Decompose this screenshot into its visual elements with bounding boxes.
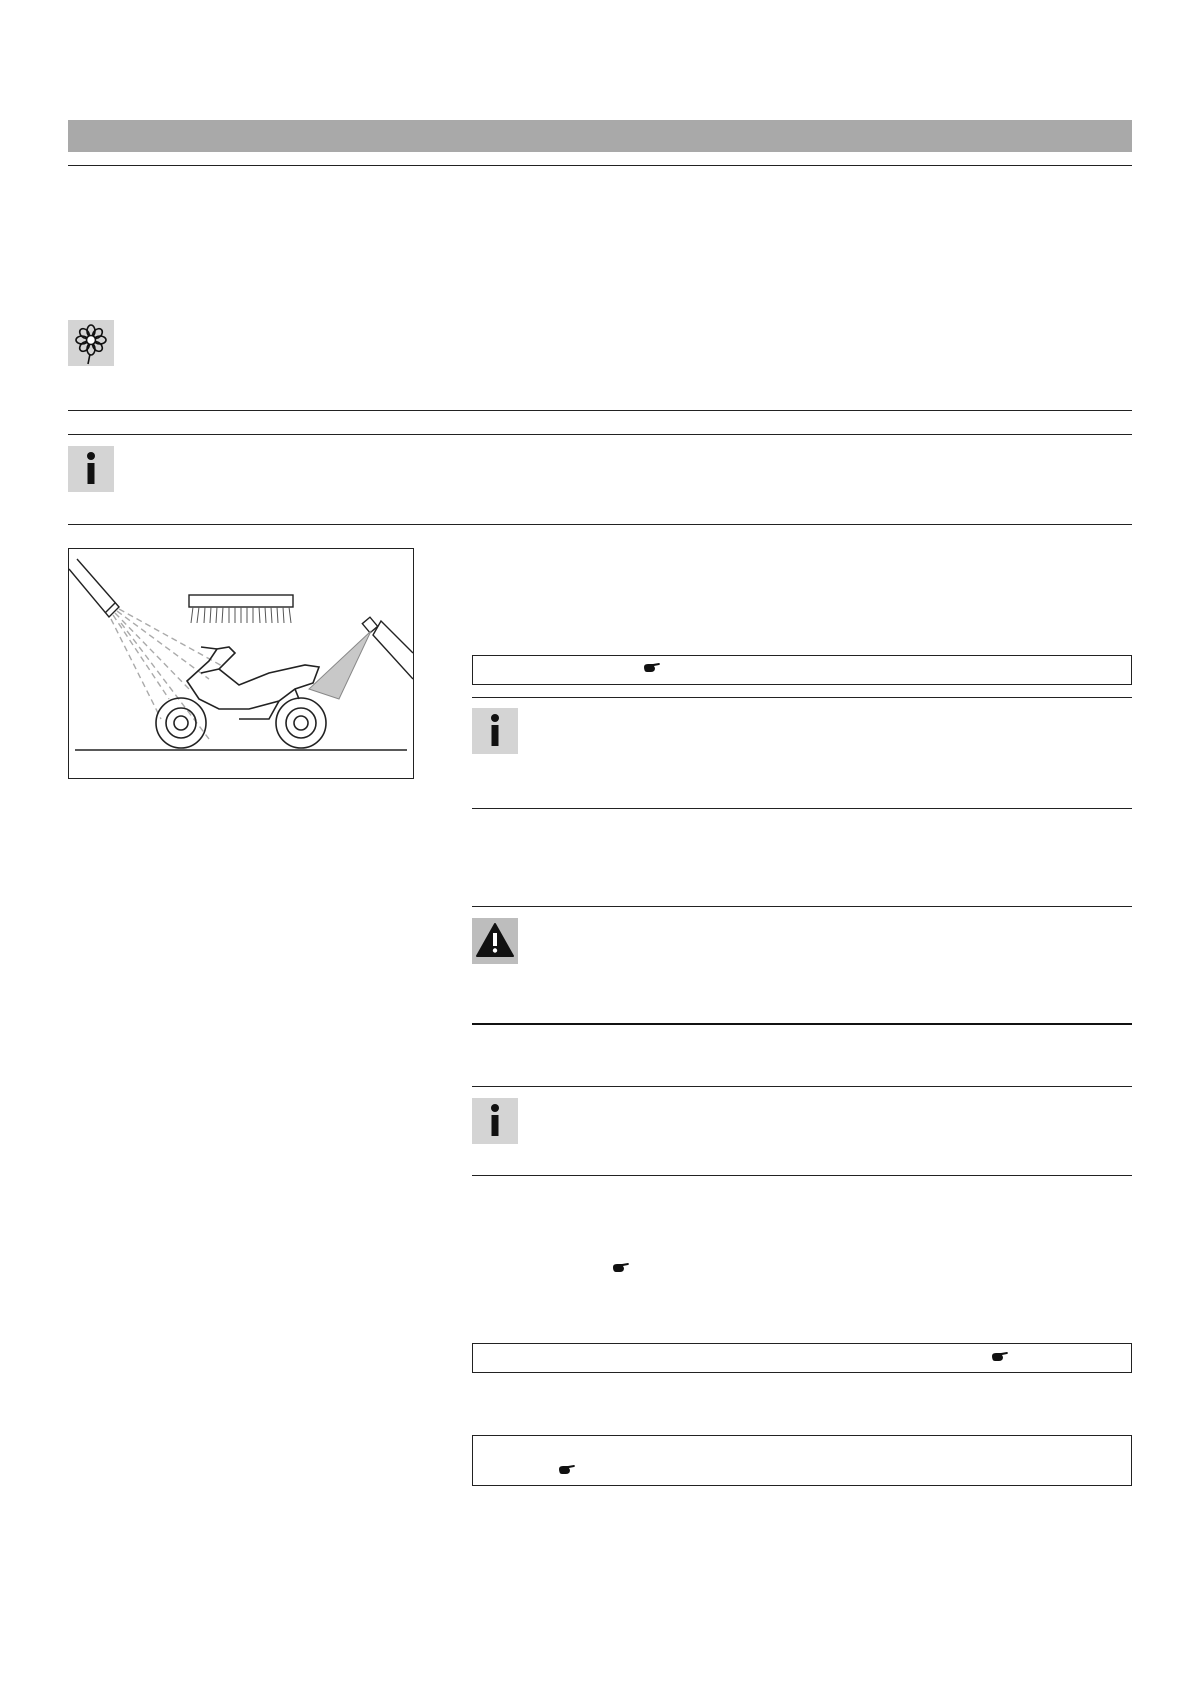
divider-9	[472, 1175, 1132, 1176]
flower-icon	[68, 320, 114, 366]
motorcycle-cleaning-illustration	[69, 549, 413, 778]
section-header-bar	[68, 120, 1132, 152]
reference-box-2	[472, 1343, 1132, 1373]
divider-7	[472, 1023, 1132, 1025]
divider-4	[472, 697, 1132, 698]
pointing-hand-icon	[612, 1262, 630, 1274]
info-icon	[472, 708, 518, 754]
info-icon	[68, 446, 114, 492]
header-rule	[68, 165, 1132, 166]
divider-3	[68, 524, 1132, 525]
divider-2	[68, 434, 1132, 435]
environment-note-icon-box	[68, 320, 114, 366]
reference-hand-2	[612, 1262, 630, 1274]
motorcycle-cleaning-figure	[68, 548, 414, 779]
warning-note-icon-box	[472, 918, 518, 964]
info-icon	[472, 1098, 518, 1144]
pointing-hand-icon	[991, 1351, 1009, 1363]
warning-triangle-icon	[472, 918, 518, 964]
info-note-icon-box-2	[472, 708, 518, 754]
info-note-icon-box	[68, 446, 114, 492]
reference-hand-1	[643, 662, 661, 674]
reference-hand-4	[558, 1464, 576, 1476]
divider-5	[472, 808, 1132, 809]
info-note-icon-box-3	[472, 1098, 518, 1144]
reference-hand-3	[991, 1351, 1009, 1363]
pointing-hand-icon	[558, 1464, 576, 1476]
divider-6	[472, 906, 1132, 907]
pointing-hand-icon	[643, 662, 661, 674]
divider-8	[472, 1086, 1132, 1087]
reference-box-1	[472, 655, 1132, 685]
divider-1	[68, 410, 1132, 411]
reference-box-3	[472, 1435, 1132, 1486]
